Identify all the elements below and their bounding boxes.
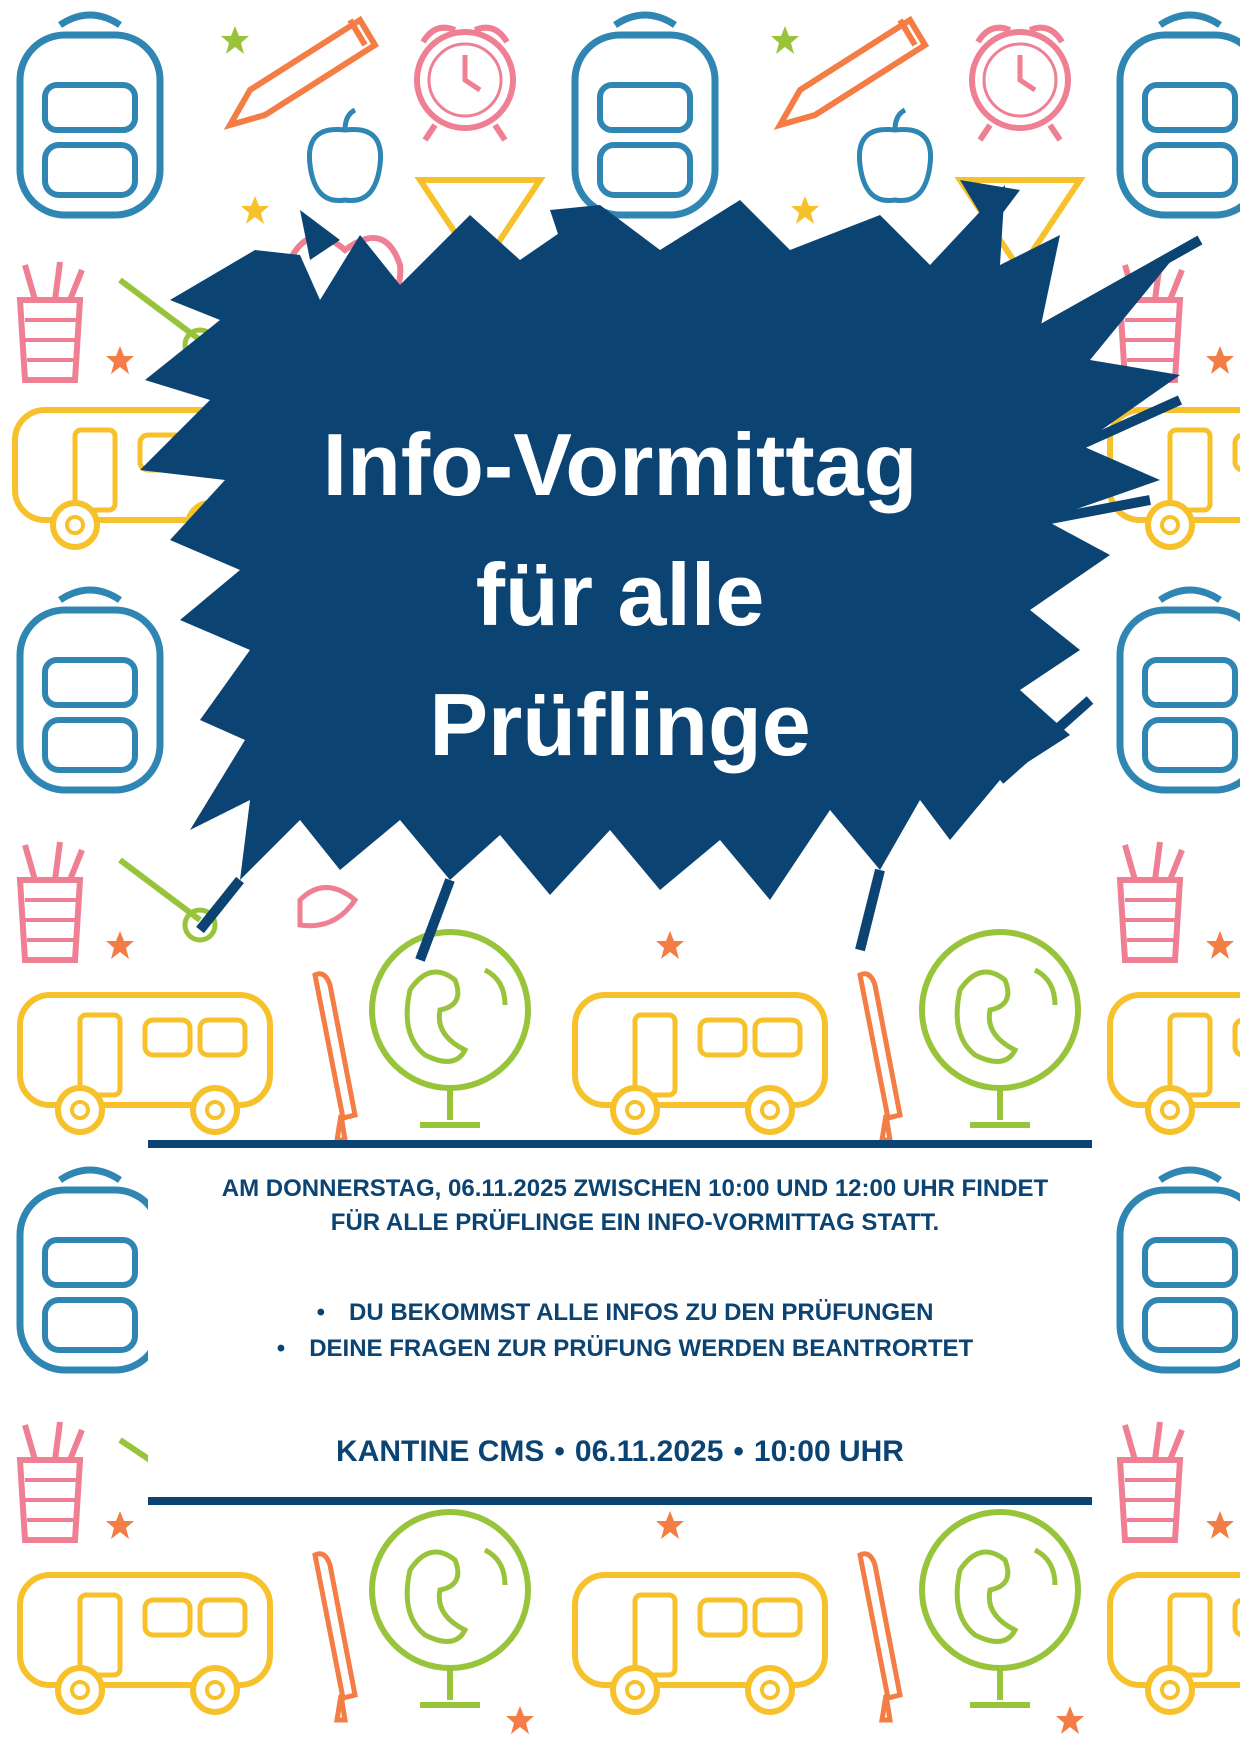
event-location: KANTINE CMS [336, 1435, 545, 1468]
event-summary-line [148, 1432, 1092, 1472]
intro-text: AM DONNERSTAG, 06.11.2025 ZWISCHEN 10:00 UND 12:00 UHR FINDET FÜR ALLE PRÜFLINGE EIN INFO-VORMITTAG STATT. [221, 1175, 1049, 1236]
event-time: 10:00 UHR [753, 1435, 904, 1468]
headline [200, 400, 1040, 790]
bullet-dot-icon: • [276, 1335, 286, 1362]
bullet-item: • DU BEKOMMST ALLE INFOS ZU DEN PRÜFUNGEN [195, 1295, 1055, 1331]
separator-dot: • [554, 1435, 565, 1468]
event-date: 06.11.2025 [574, 1435, 724, 1468]
headline-line-1: Info-Vormittag [322, 415, 918, 514]
bottom-rule-divider [148, 1497, 1092, 1505]
bullet-item: • DEINE FRAGEN ZUR PRÜFUNG WERDEN BEANTRORTET [195, 1331, 1055, 1367]
headline-line-2: für alle [475, 545, 765, 644]
bullet-dot-icon: • [316, 1299, 325, 1326]
separator-dot: • [733, 1435, 744, 1468]
bullet-list [195, 1295, 1055, 1367]
top-rule-divider [148, 1140, 1092, 1148]
headline-line-3: Prüflinge [429, 675, 811, 774]
